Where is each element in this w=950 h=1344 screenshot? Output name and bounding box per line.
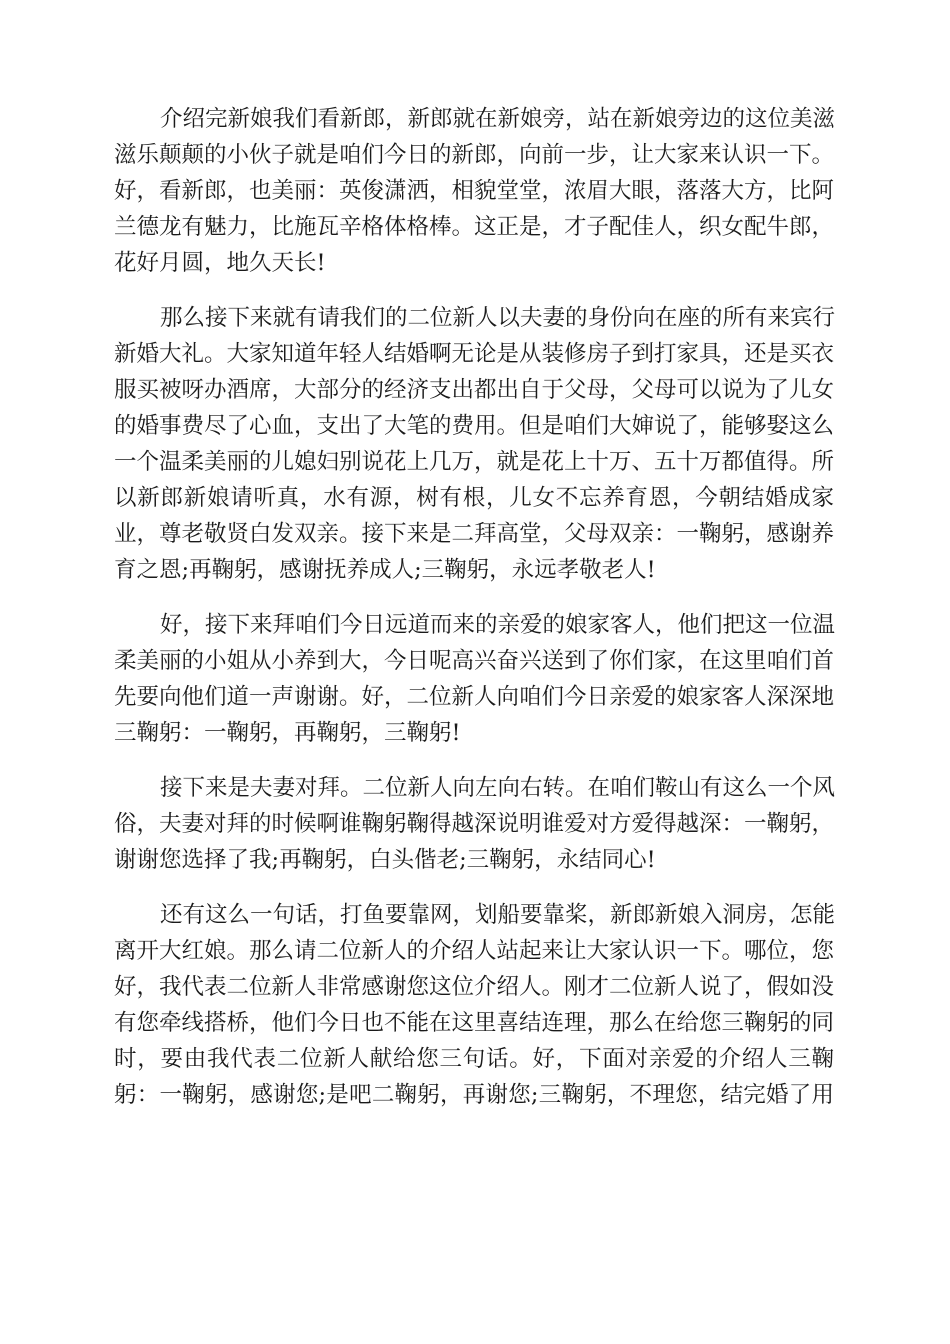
text-line: 服买被呀办酒席，大部分的经济支出都出自于父母，父母可以说为了儿女: [114, 377, 835, 403]
text-line: 以新郎新娘请听真，水有源，树有根，儿女不忘养育恩，今朝结婚成家: [114, 485, 834, 511]
text-line: 有您牵线搭桥，他们今日也不能在这里喜结连理，那么在给您三鞠躬的同: [114, 1010, 835, 1036]
text-line: 俗，夫妻对拜的时候啊谁鞠躬鞠得越深说明谁爱对方爱得越深：一鞠躬，: [114, 811, 835, 837]
paragraph: [114, 101, 834, 281]
text-line: 先要向他们道一声谢谢。好，二位新人向咱们今日亲爱的娘家客人深深地: [114, 684, 835, 710]
text-line: 育之恩;再鞠躬，感谢抚养成人;三鞠躬，永远孝敬老人!: [114, 557, 656, 583]
text-line: 一个温柔美丽的儿媳妇别说花上几万，就是花上十万、五十万都值得。所: [114, 449, 835, 475]
text-line: 柔美丽的小姐从小养到大，今日呢高兴奋兴送到了你们家，在这里咱们首: [114, 648, 835, 674]
paragraph: [114, 300, 834, 588]
text-line: 兰德龙有魅力，比施瓦辛格体格棒。这正是，才子配佳人，织女配牛郎，: [114, 214, 835, 240]
text-line: 滋乐颠颠的小伙子就是咱们今日的新郎，向前一步，让大家来认识一下。: [114, 142, 835, 168]
text-line: 离开大红娘。那么请二位新人的介绍人站起来让大家认识一下。哪位，您: [114, 938, 835, 964]
document-page: [114, 101, 834, 1132]
text-line: 好，看新郎，也美丽：英俊潇洒，相貌堂堂，浓眉大眼，落落大方，比阿: [114, 178, 835, 204]
paragraph: [114, 897, 834, 1113]
text-line: 躬：一鞠躬，感谢您;是吧二鞠躬，再谢您;三鞠躬，不理您，结完婚了用: [114, 1082, 834, 1108]
text-line: 好，接下来拜咱们今日远道而来的亲爱的娘家客人，他们把这一位温: [160, 612, 836, 638]
paragraph: [114, 607, 834, 751]
text-line: 花好月圆，地久天长!: [114, 250, 326, 276]
text-line: 还有这么一句话，打鱼要靠网，划船要靠桨，新郎新娘入洞房，怎能: [160, 902, 836, 928]
paragraph: [114, 770, 834, 878]
text-line: 介绍完新娘我们看新郎，新郎就在新娘旁，站在新娘旁边的这位美滋: [160, 106, 836, 132]
text-line: 新婚大礼。大家知道年轻人结婚啊无论是从装修房子到打家具，还是买衣: [114, 341, 835, 367]
text-line: 接下来是夫妻对拜。二位新人向左向右转。在咱们鞍山有这么一个风: [160, 775, 836, 801]
text-line: 的婚事费尽了心血，支出了大笔的费用。但是咱们大婶说了，能够娶这么: [114, 413, 835, 439]
text-line: 好，我代表二位新人非常感谢您这位介绍人。刚才二位新人说了，假如没: [114, 974, 835, 1000]
text-line: 业，尊老敬贤白发双亲。接下来是二拜高堂，父母双亲：一鞠躬，感谢养: [114, 521, 835, 547]
text-line: 三鞠躬：一鞠躬，再鞠躬，三鞠躬!: [114, 720, 461, 746]
text-line: 谢谢您选择了我;再鞠躬，白头偕老;三鞠躬，永结同心!: [114, 847, 656, 873]
text-line: 时，要由我代表二位新人献给您三句话。好，下面对亲爱的介绍人三鞠: [114, 1046, 834, 1072]
text-line: 那么接下来就有请我们的二位新人以夫妻的身份向在座的所有来宾行: [160, 305, 836, 331]
